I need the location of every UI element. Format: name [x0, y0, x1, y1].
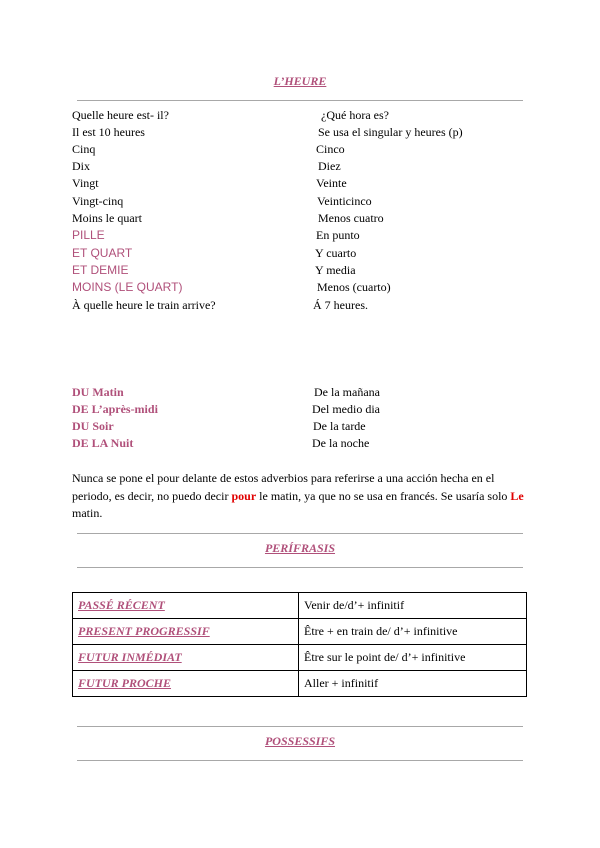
- moment-es-3: De la noche: [312, 436, 370, 450]
- heure-fr-9: ET DEMIE: [72, 263, 129, 277]
- heure-es-0: ¿Qué hora es?: [321, 108, 389, 122]
- moment-fr-3: DE LA Nuit: [72, 436, 134, 450]
- periphrasis-label: FUTUR INMÉDIAT: [73, 645, 299, 671]
- moment-fr-1: DE L’après-midi: [72, 402, 158, 416]
- heure-fr-3: Dix: [72, 159, 90, 173]
- heure-fr-10: MOINS (LE QUART): [72, 280, 183, 294]
- moment-fr-0: DU Matin: [72, 385, 124, 399]
- heure-es-11: Á 7 heures.: [313, 298, 368, 312]
- heure-fr-2: Cinq: [72, 142, 96, 156]
- heure-title: L’HEURE: [273, 74, 327, 88]
- periphrasis-formula: Venir de/d’+ infinitif: [299, 593, 527, 619]
- table-row: [73, 645, 527, 671]
- heure-fr-0: Quelle heure est- il?: [72, 108, 169, 122]
- divider: [77, 760, 523, 761]
- heure-es-1: Se usa el singular y heures (p): [318, 125, 463, 139]
- periphrasis-formula: Aller + infinitif: [299, 671, 527, 697]
- moment-es-1: Del medio dia: [312, 402, 380, 416]
- periphrasis-label: PRESENT PROGRESSIF: [73, 619, 299, 645]
- heure-es-7: En punto: [316, 228, 360, 242]
- divider: [77, 533, 523, 534]
- divider: [77, 726, 523, 727]
- heure-fr-11: À quelle heure le train arrive?: [72, 298, 216, 312]
- table-row: [73, 671, 527, 697]
- heure-es-8: Y cuarto: [315, 246, 357, 260]
- heure-es-2: Cinco: [316, 142, 345, 156]
- note-text-2: le matin, ya que no se usa en francés. Se usaría solo: [256, 488, 511, 503]
- heure-es-5: Veinticinco: [317, 194, 372, 208]
- heure-es-6: Menos cuatro: [318, 211, 384, 225]
- heure-es-9: Y media: [315, 263, 356, 277]
- heure-fr-5: Vingt-cinq: [72, 194, 124, 208]
- periphrasis-formula: Être + en train de/ d’+ infinitive: [299, 619, 527, 645]
- moment-es-0: De la mañana: [314, 385, 380, 399]
- note-paragraph: [72, 470, 528, 523]
- note-text-1: Nunca se pone el pour delante de estos adverbios para referirse a una acción hecha en el periodo, es decir, no puedo decir: [72, 471, 495, 503]
- heure-es-10: Menos (cuarto): [317, 280, 391, 294]
- periphrasis-label: FUTUR PROCHE: [73, 671, 299, 697]
- moment-es-2: De la tarde: [313, 419, 366, 433]
- heure-fr-6: Moins le quart: [72, 211, 142, 225]
- heure-es-3: Diez: [318, 159, 341, 173]
- heure-es-4: Veinte: [316, 176, 347, 190]
- moment-fr-2: DU Soir: [72, 419, 114, 433]
- heure-fr-8: ET QUART: [72, 246, 133, 260]
- periphrasis-title: PERÍFRASIS: [264, 541, 336, 555]
- heure-fr-1: Il est 10 heures: [72, 125, 145, 139]
- note-pour: pour: [231, 488, 257, 503]
- divider: [77, 567, 523, 568]
- possessifs-title: POSSESSIFS: [264, 734, 336, 748]
- periphrasis-label: PASSÉ RÉCENT: [73, 593, 299, 619]
- divider: [77, 100, 523, 101]
- periphrasis-formula: Être sur le point de/ d’+ infinitive: [299, 645, 527, 671]
- note-le: Le: [510, 488, 524, 503]
- table-row: [73, 619, 527, 645]
- heure-fr-7: PILLE: [72, 228, 105, 242]
- table-row: [73, 593, 527, 619]
- heure-fr-4: Vingt: [72, 176, 99, 190]
- periphrasis-table: [72, 592, 527, 697]
- note-text-3: matin.: [72, 506, 103, 520]
